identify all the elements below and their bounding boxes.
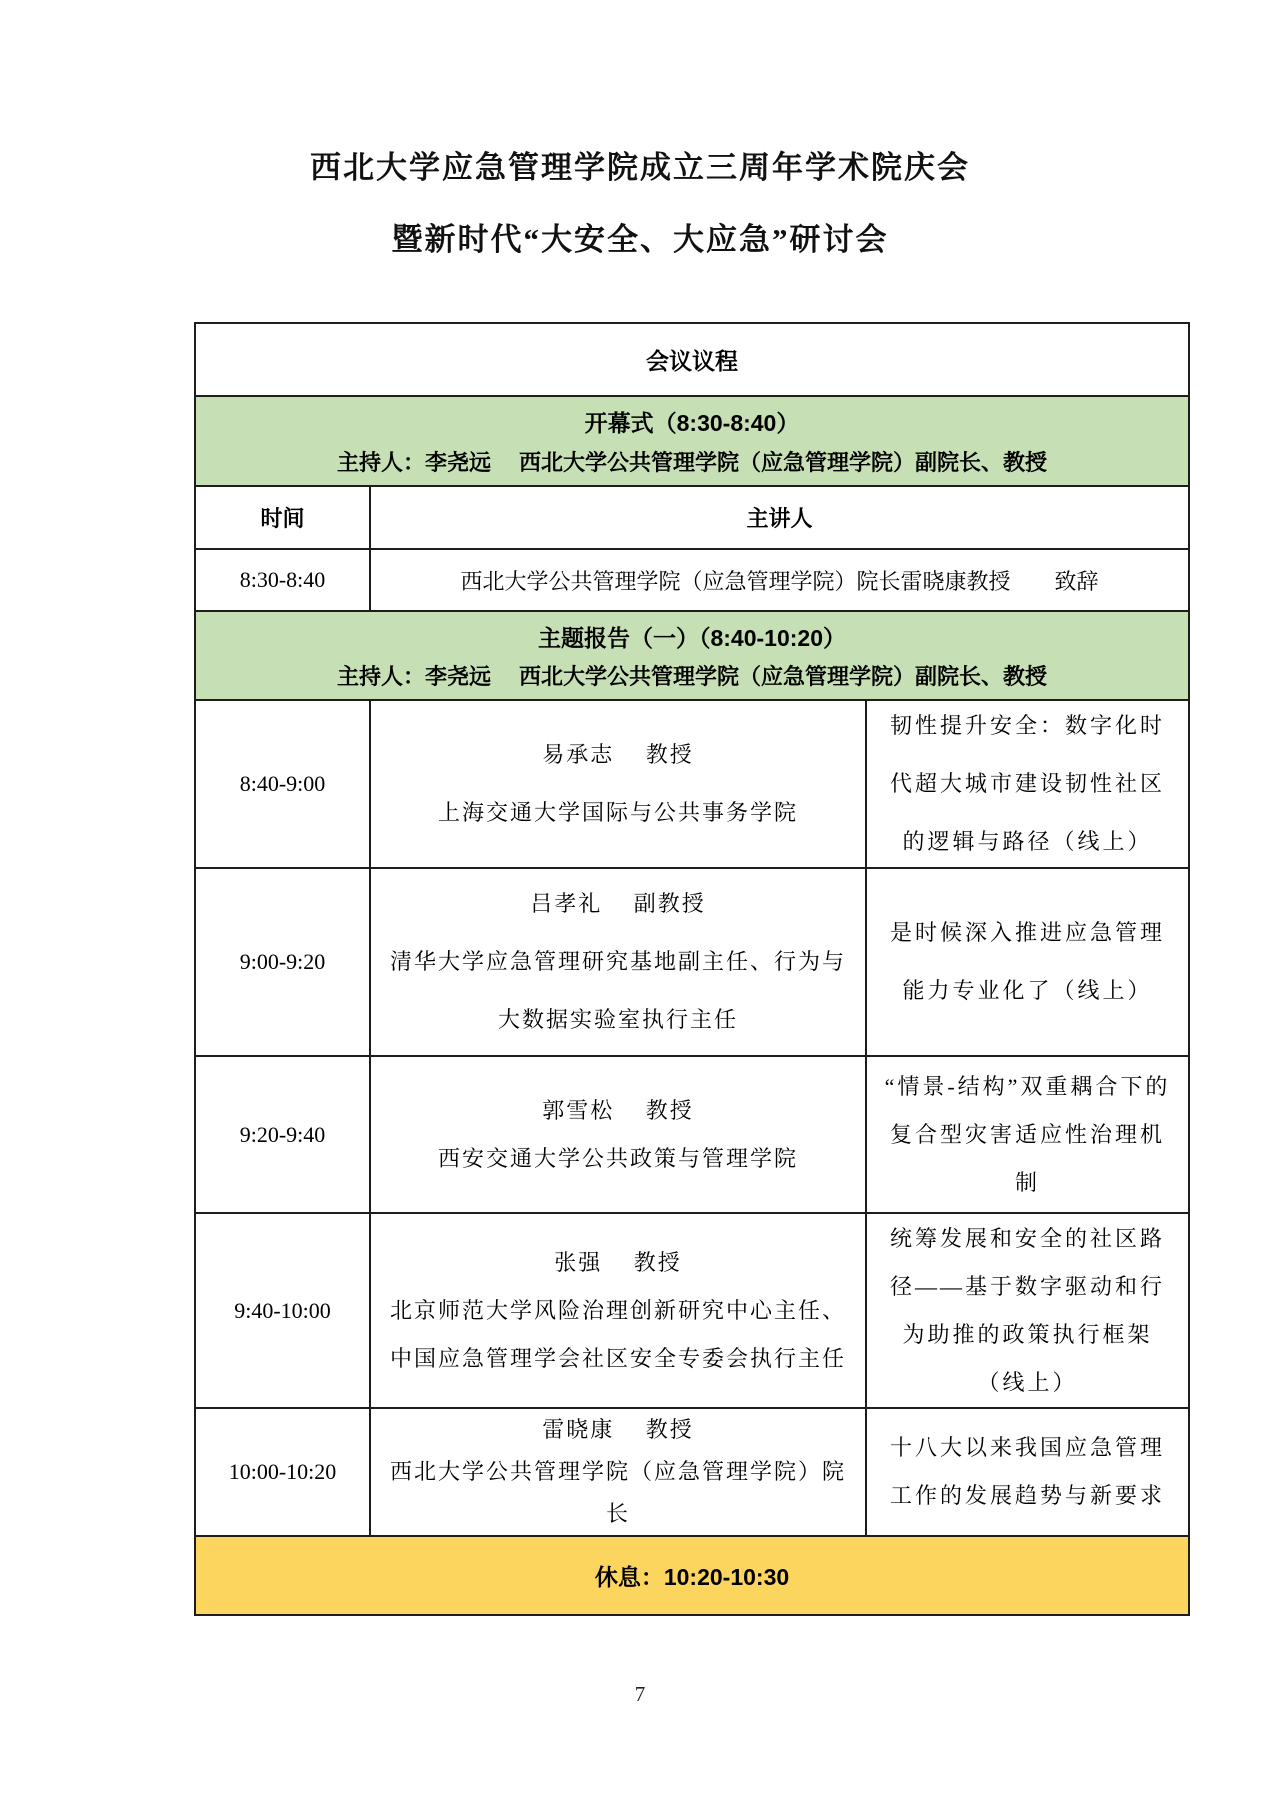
- section-opening-title: 开幕式（8:30-8:40）: [584, 410, 800, 436]
- speaker-name: 郭雪松 教授: [542, 1097, 694, 1123]
- table-header-row: [196, 324, 1188, 395]
- talk-time: 9:40-10:00: [196, 1214, 371, 1407]
- talk-time: 10:00-10:20: [196, 1409, 371, 1535]
- talk-topic: 十八大以来我国应急管理工作的发展趋势与新要求: [889, 1435, 1165, 1508]
- talk-time: 8:40-9:00: [196, 701, 371, 867]
- speaker-affiliation: 上海交通大学国际与公共事务学院: [437, 800, 798, 825]
- section-session1-title: 主题报告（一）（8:40-10:20）: [537, 624, 847, 651]
- speaker-name: 张强 教授: [554, 1249, 682, 1275]
- talk-row: [196, 1055, 1188, 1212]
- talk-topic: 统筹发展和安全的社区路径——基于数字驱动和行为助推的政策执行框架（线上）: [889, 1225, 1165, 1395]
- talk-topic: “情景-结构”双重耦合下的复合型灾害适应性治理机制: [884, 1073, 1171, 1195]
- talk-speaker: [371, 1409, 867, 1535]
- speaker-affiliation: 清华大学应急管理研究基地副主任、行为与大数据实验室执行主任: [389, 949, 846, 1032]
- section-session1-host: 主持人：李尧远 西北大学公共管理学院（应急管理学院）副院长、教授: [336, 664, 1048, 690]
- speaker-name: 易承志 教授: [542, 742, 694, 767]
- opening-row-content: 西北大学公共管理学院（应急管理学院）院长雷晓康教授 致辞: [460, 568, 1099, 594]
- speaker-affiliation: 西安交通大学公共政策与管理学院: [437, 1145, 798, 1171]
- page-number: 7: [634, 1682, 646, 1706]
- agenda-table: [194, 322, 1190, 1616]
- talk-speaker: [371, 1057, 867, 1212]
- talk-row: [196, 867, 1188, 1055]
- talk-speaker: [371, 1214, 867, 1407]
- column-header-row: [196, 485, 1188, 548]
- speaker-affiliation: 北京师范大学风险治理创新研究中心主任、中国应急管理学会社区安全专委会执行主任: [389, 1297, 846, 1371]
- column-header-speaker: 主讲人: [746, 506, 813, 531]
- talk-topic: 是时候深入推进应急管理能力专业化了（线上）: [889, 920, 1165, 1003]
- talk-time: 9:20-9:40: [196, 1057, 371, 1212]
- break-label: 休息：10:20-10:30: [594, 1564, 790, 1590]
- opening-row: [196, 548, 1188, 610]
- section-opening-host: 主持人：李尧远 西北大学公共管理学院（应急管理学院）副院长、教授: [336, 450, 1048, 475]
- opening-row-time: 8:30-8:40: [196, 550, 371, 610]
- speaker-affiliation: 西北大学公共管理学院（应急管理学院）院长: [389, 1459, 846, 1526]
- talk-topic: 韧性提升安全：数字化时代超大城市建设韧性社区的逻辑与路径（线上）: [889, 713, 1165, 854]
- talk-speaker: [371, 869, 867, 1055]
- section-opening: [196, 395, 1188, 485]
- page-title-line2: 暨新时代“大安全、大应急”研讨会: [391, 222, 889, 257]
- talk-speaker: [371, 701, 867, 867]
- section-session1: [196, 610, 1188, 699]
- speaker-name: 吕孝礼 副教授: [530, 891, 706, 916]
- speaker-name: 雷晓康 教授: [542, 1417, 694, 1442]
- column-header-time: 时间: [196, 487, 371, 548]
- talk-row: [196, 1212, 1188, 1407]
- page-title-line1: 西北大学应急管理学院成立三周年学术院庆会: [310, 150, 970, 185]
- break-row: [196, 1535, 1188, 1614]
- talk-time: 9:00-9:20: [196, 869, 371, 1055]
- talk-row: [196, 699, 1188, 867]
- talk-row: [196, 1407, 1188, 1535]
- table-header-label: 会议议程: [646, 348, 738, 374]
